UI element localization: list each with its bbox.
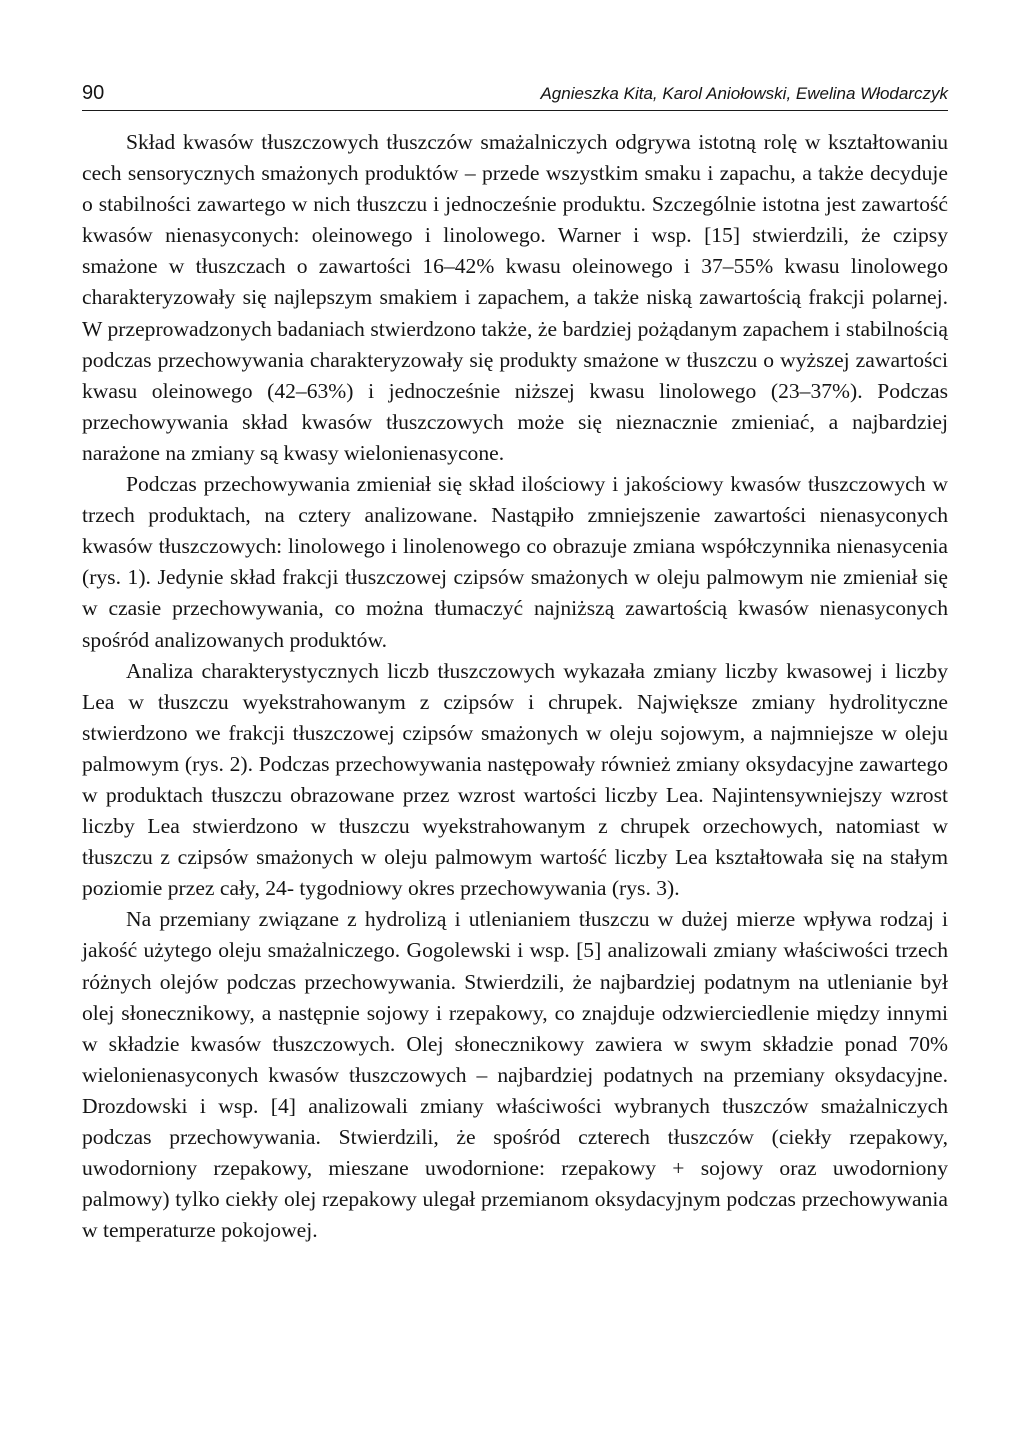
paragraph-storage-changes: Podczas przechowywania zmieniał się skład ilościowy i jakościowy kwasów tłuszczowych w trzech produktach, na cztery analizowane. Nastąpiło zmniejszenie zawartości nienasyconych kwasów tłuszczowych: linolowego i linolenowego co obrazuje zmiana współczynnika nienasycenia (rys. 1). Jedynie skład frakcji tłuszczowej czipsów smażonych w oleju palmowym nie zmieniał się w czasie przechowywania, co można tłumaczyć najniższą zawartością kwasów nienasyconych spośród analizowanych produktów. bbox=[82, 472, 948, 652]
paragraph-frying-oil-influence: Na przemiany związane z hydrolizą i utlenianiem tłuszczu w dużej mierze wpływa rodzaj i jakość użytego oleju smażalniczego. Gogolewski i wsp. [5] analizowali zmiany właściwości trzech różnych olejów podczas przechowywania. Stwierdzili, że najbardziej podatnym na utlenianie był olej słonecznikowy, a następnie sojowy i rzepakowy, co znajduje odzwierciedlenie między innymi w składzie kwasów tłuszczowych. Olej słonecznikowy zawiera w swym składzie ponad 70% wielonienasyconych kwasów tłuszczowych – najbardziej podatnych na przemiany oksydacyjne. Drozdowski i wsp. [4] analizowali zmiany właściwości wybranych tłuszczów smażalniczych podczas przechowywania. Stwierdzili, że spośród czterech tłuszczów (ciekły rzepakowy, uwodorniony rzepakowy, mieszane uwodornione: rzepakowy + sojowy oraz uwodorniony palmowy) tylko ciekły olej rzepakowy ulegał przemianom oksydacyjnym podczas przechowywania w temperaturze pokojowej. bbox=[82, 907, 948, 1243]
document-page bbox=[82, 80, 948, 1246]
paragraph-fatty-acid-composition: Skład kwasów tłuszczowych tłuszczów smażalniczych odgrywa istotną rolę w kształtowaniu cech sensorycznych smażonych produktów – przede wszystkim smaku i zapachu, a także decyduje o stabilności zawartego w nich tłuszczu i jednocześnie produktu. Szczególnie istotna jest zawartość kwasów nienasyconych: oleinowego i linolowego. Warner i wsp. [15] stwierdzili, że czipsy smażone w tłuszczach o zawartości 16–42% kwasu oleinowego i 37–55% kwasu linolowego charakteryzowały się najlepszym smakiem i zapachem, a także niską zawartością frakcji polarnej. W przeprowadzonych badaniach stwierdzono także, że bardziej pożądanym zapachem i stabilnością podczas przechowywania charakteryzowały się produkty smażone w tłuszczu o wyższej zawartości kwasu oleinowego (42–63%) i jednocześnie niższej kwasu linolowego (23–37%). Podczas przechowywania skład kwasów tłuszczowych może się nieznacznie zmieniać, a najbardziej narażone na zmiany są kwasy wielonienasycone. bbox=[82, 130, 948, 465]
body-text bbox=[82, 127, 948, 1246]
paragraph-fat-numbers-analysis: Analiza charakterystycznych liczb tłuszczowych wykazała zmiany liczby kwasowej i liczby Lea w tłuszczu wyekstrahowanym z czipsów i chrupek. Największe zmiany hydrolityczne stwierdzono we frakcji tłuszczowej czipsów smażonych w oleju sojowym, a najmniejsze w oleju palmowym (rys. 2). Podczas przechowywania następowały również zmiany oksydacyjne zawartego w produktach tłuszczu obrazowane przez wzrost wartości liczby Lea. Najintensywniejszy wzrost liczby Lea stwierdzono w tłuszczu wyekstrahowanym z chrupek orzechowych, natomiast w tłuszczu z czipsów smażonych w oleju palmowym wartość liczby Lea kształtowała się na stałym poziomie przez cały, 24- tygodniowy okres przechowywania (rys. 3). bbox=[82, 658, 948, 901]
page-number: 90 bbox=[82, 82, 105, 104]
running-header bbox=[82, 80, 948, 111]
authors-running-head: Agnieszka Kita, Karol Aniołowski, Ewelina Włodarczyk bbox=[540, 84, 948, 103]
